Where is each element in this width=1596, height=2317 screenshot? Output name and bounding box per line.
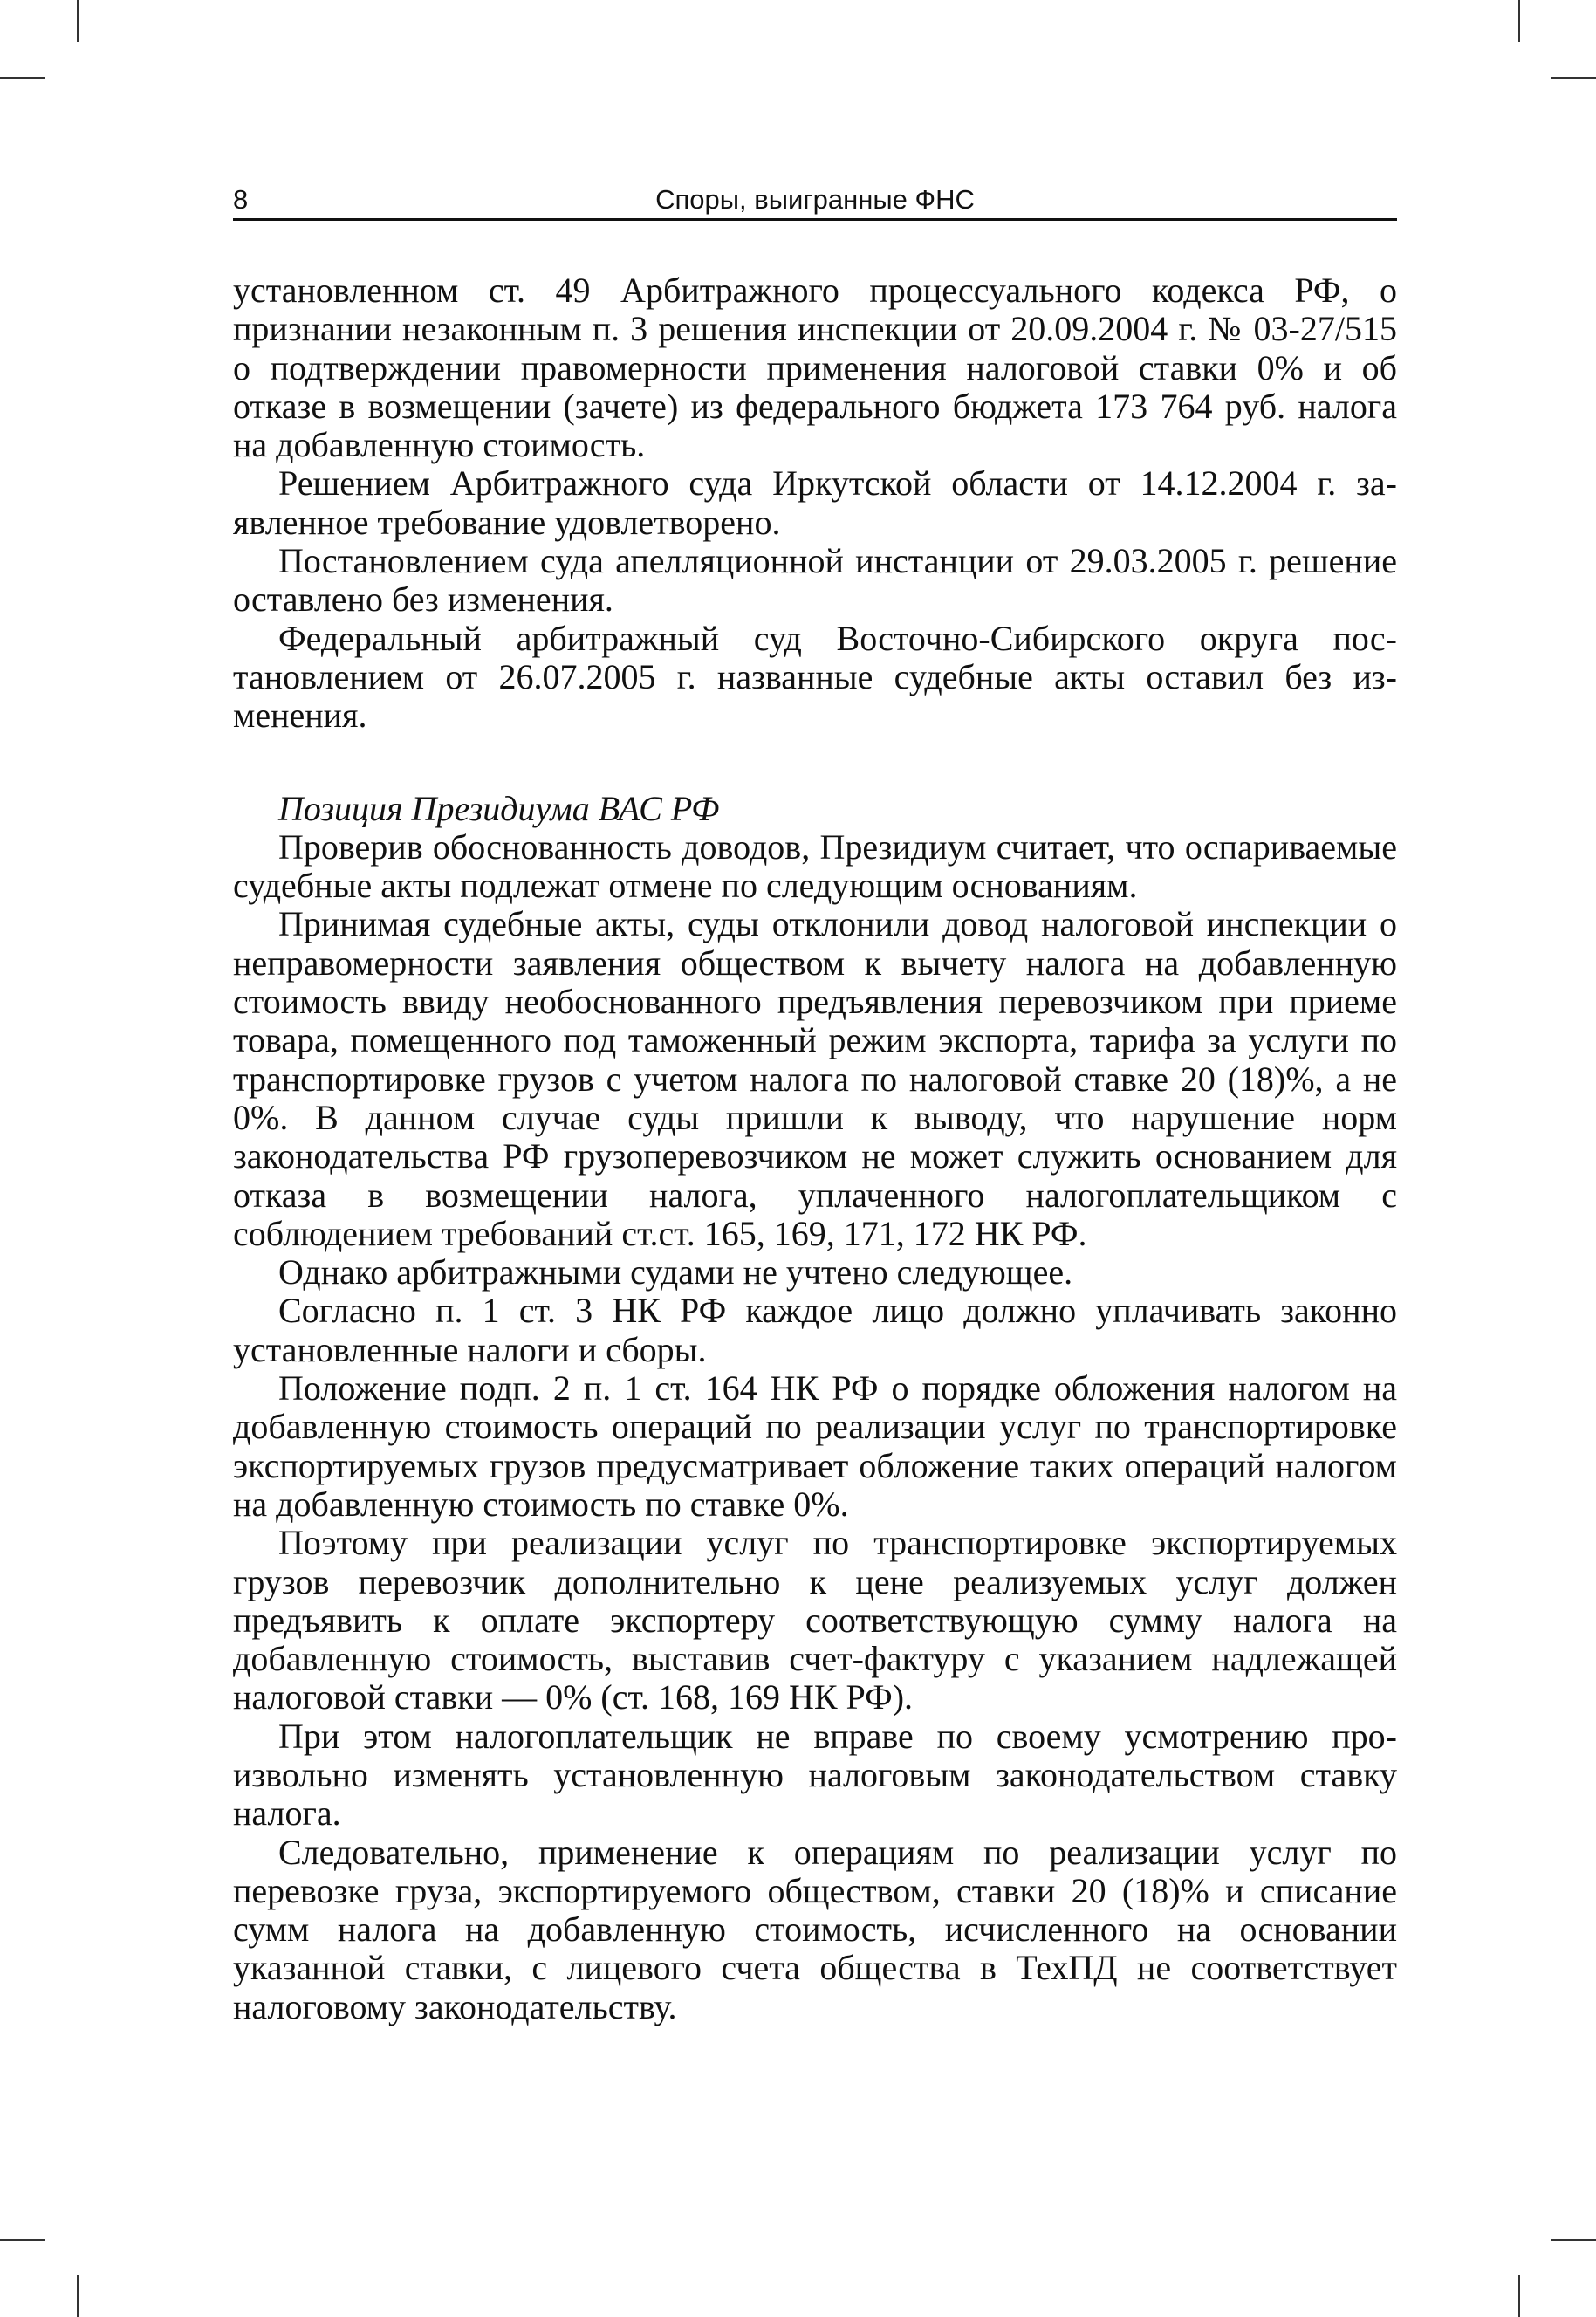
- crop-mark-bottom-right-horizontal: [1551, 2239, 1596, 2241]
- crop-mark-bottom-right-vertical: [1518, 2275, 1520, 2317]
- paragraph-appeal-ruling: Постановлением суда апелляционной инстанции от 29.03.2005 г. решение оставлено без изменения.: [233, 541, 1397, 620]
- paragraph-carrier-obligation: Поэтому при реализации услуг по транспортировке экспортируемых грузов перевозчик дополнительно к цене реализуемых услуг должен предъявить к оплате экспортеру соответствующую сумму налога на добавленную стоимость, выставив счет-фактуру с указанием надлежащей налоговой ставки — 0% (ст. 168, 169 НК РФ).: [233, 1523, 1397, 1717]
- crop-mark-top-right-horizontal: [1551, 77, 1596, 79]
- paragraph-lower-courts-reasoning: Принимая судебные акты, суды отклонили довод налоговой инспекции о неправомерности заявления обществом к вычету налога на добавленную стоимость ввиду необоснованного предъявления перевозчиком при приеме товара, помещенного под таможенный режим экспорта, тарифа за услуги по транспортировке грузов с учетом налога по налоговой ставке 20 (18)%, а не 0%. В данном случае суды пришли к выводу, что нарушение норм законодательства РФ грузоперевозчиком не может служить основанием для отказа в возмещении налога, уплаченного налогоплательщиком с соблюдением требований ст.ст. 165, 169, 171, 172 НК РФ.: [233, 904, 1397, 1253]
- paragraph-tax-code-article-3: Согласно п. 1 ст. 3 НК РФ каждое лицо должно уплачивать законно установленные налоги и сборы.: [233, 1291, 1397, 1369]
- section-heading: Позиция Президиума ВАС РФ: [278, 788, 720, 828]
- paragraph-tax-code-article-164: Положение подп. 2 п. 1 ст. 164 НК РФ о порядке обложения налогом на добавленную стоимость операций по реализации услуг по транспортировке экспортируемых грузов предусматривает обложение таких операций налогом на добавленную стоимость по ставке 0%.: [233, 1368, 1397, 1524]
- crop-mark-bottom-left-horizontal: [0, 2239, 45, 2241]
- page-number: 8: [233, 184, 249, 215]
- crop-mark-top-left-vertical: [77, 0, 79, 42]
- paragraph-final-conclusion: Следовательно, применение к операциям по реализации услуг по перевозке груза, экспортируемого обществом, ставки 20 (18)% и списание сумм налога на добавленную стоимость, исчисленного на основании указанной ставки, с лицевого счета общества в ТехПД не соответствует налоговому законодательству.: [233, 1832, 1397, 2026]
- page-body: [233, 271, 1397, 2026]
- paragraph-decision-first-instance: Решением Арбитражного суда Иркутской области от 14.12.2004 г. заявленное требование удовлетворено.: [233, 463, 1397, 542]
- crop-mark-top-left-horizontal: [0, 77, 45, 79]
- paragraph-presidium-conclusion: Проверив обоснованность доводов, Президиум считает, что оспариваемые судебные акты подлежат отмене по следующим основаниям.: [233, 826, 1397, 906]
- paragraph-cassation-ruling: Федеральный арбитражный суд Восточно-Сибирского округа постановлением от 26.07.2005 г. названные судебные акты оставил без изменения.: [233, 618, 1397, 736]
- paragraph-not-considered: Однако арбитражными судами не учтено следующее.: [278, 1252, 1073, 1292]
- paragraph-rate-not-changeable: При этом налогоплательщик не вправе по своему усмотрению произвольно изменять установленную налоговым законодательством ставку налога.: [233, 1716, 1397, 1834]
- running-header: [233, 175, 1397, 221]
- paragraph-continued: установленном ст. 49 Арбитражного процессуального кодекса РФ, о признании незаконным п. 3 решения инспекции от 20.09.2004 г. № 03-27/515 о подтверждении правомерности применения налоговой ставки 0% и об отказе в возмещении (зачете) из федерального бюджета 173 764 руб. налога на добавленную стоимость.: [233, 271, 1397, 465]
- crop-mark-top-right-vertical: [1518, 0, 1520, 42]
- running-title: Споры, выигранные ФНС: [655, 184, 975, 215]
- crop-mark-bottom-left-vertical: [77, 2275, 79, 2317]
